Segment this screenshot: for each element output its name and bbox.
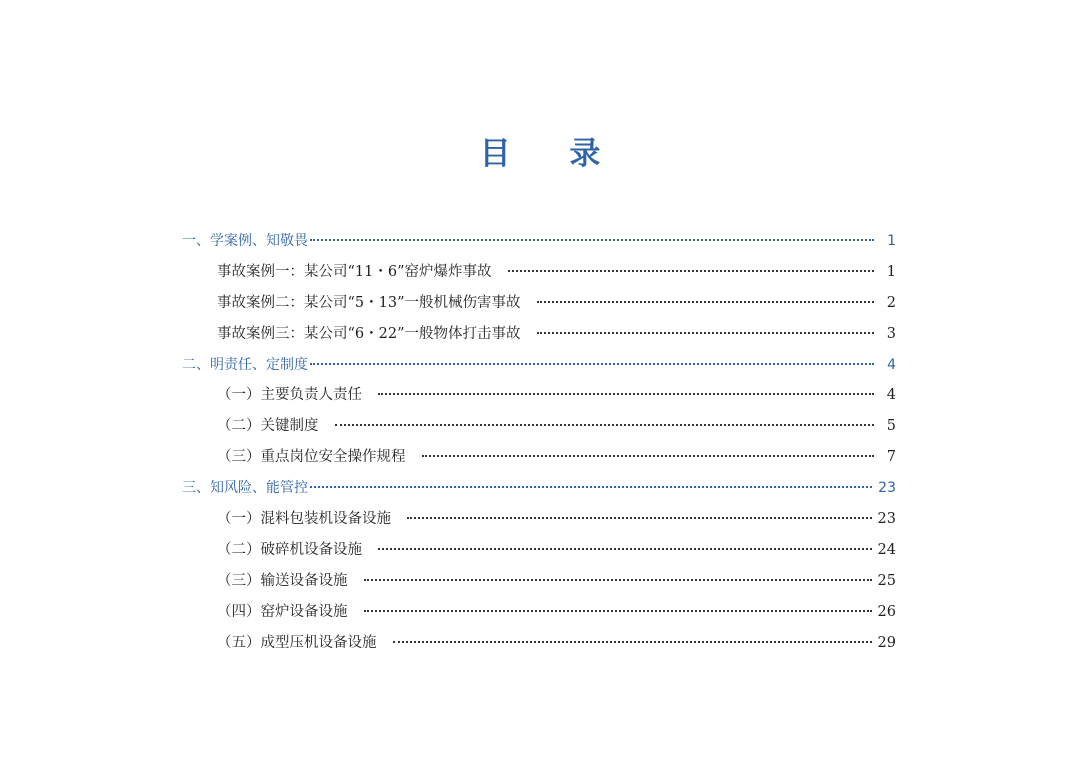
toc-page-number: 3: [886, 325, 896, 342]
dot-leader: [310, 362, 874, 365]
toc-entry-section-2[interactable]: [182, 350, 896, 381]
table-of-contents: [182, 226, 896, 658]
toc-page-number: 1: [886, 263, 896, 280]
toc-page-number: 7: [886, 449, 896, 466]
toc-entry-2-3[interactable]: [182, 442, 896, 473]
toc-page-number: 1: [887, 233, 896, 249]
toc-page-number: 24: [877, 541, 896, 558]
toc-entry-3-4[interactable]: [182, 597, 896, 628]
toc-entry-label: 事故案例三：某公司“6・22”一般物体打击事故: [217, 325, 521, 342]
toc-entry-3-2[interactable]: [182, 535, 896, 566]
toc-entry-case-2[interactable]: [182, 288, 896, 319]
toc-entry-label: 二、明责任、定制度: [182, 356, 308, 373]
dot-leader: [537, 300, 874, 303]
toc-entry-case-1[interactable]: [182, 257, 896, 288]
toc-page-number: 26: [877, 603, 896, 620]
toc-page-number: 29: [877, 634, 896, 651]
page-title: 目 录: [479, 136, 625, 172]
toc-entry-3-1[interactable]: [182, 504, 896, 535]
dot-leader: [310, 485, 872, 488]
toc-entry-3-5[interactable]: [182, 628, 896, 659]
toc-entry-label: 三、知风险、能管控: [182, 480, 308, 497]
toc-entry-label: （三）输送设备设施: [217, 572, 348, 589]
dot-leader: [378, 547, 872, 550]
toc-page-number: 25: [877, 572, 896, 589]
dot-leader: [364, 578, 872, 581]
toc-entry-2-2[interactable]: [182, 411, 896, 442]
toc-entry-2-1[interactable]: [182, 380, 896, 411]
dot-leader: [393, 640, 872, 643]
toc-page-number: 4: [886, 387, 896, 404]
toc-entry-label: （一）主要负责人责任: [217, 387, 362, 404]
toc-entry-section-3[interactable]: [182, 473, 896, 504]
toc-entry-3-3[interactable]: [182, 566, 896, 597]
toc-entry-label: （四）窑炉设备设施: [217, 603, 348, 620]
toc-entry-label: （二）破碎机设备设施: [217, 541, 362, 558]
dot-leader: [407, 516, 872, 519]
toc-page-number: 23: [878, 480, 896, 497]
dot-leader: [364, 609, 872, 612]
dot-leader: [310, 238, 874, 241]
toc-entry-case-3[interactable]: [182, 319, 896, 350]
toc-entry-label: （三）重点岗位安全操作规程: [217, 449, 406, 466]
dot-leader: [508, 269, 874, 272]
toc-page-number: 4: [887, 356, 896, 373]
dot-leader: [537, 331, 874, 334]
toc-entry-label: 事故案例一：某公司“11・6”窑炉爆炸事故: [217, 263, 492, 280]
dot-leader: [378, 392, 874, 395]
toc-entry-section-1[interactable]: [182, 226, 896, 257]
toc-entry-label: 事故案例二：某公司“5・13”一般机械伤害事故: [217, 294, 521, 311]
toc-page-number: 5: [886, 418, 896, 435]
toc-entry-label: （二）关键制度: [217, 418, 319, 435]
toc-entry-label: （五）成型压机设备设施: [217, 634, 377, 651]
dot-leader: [422, 454, 875, 457]
dot-leader: [335, 423, 875, 426]
toc-page-number: 23: [877, 511, 896, 528]
toc-entry-label: （一）混料包装机设备设施: [217, 511, 391, 528]
toc-page-number: 2: [886, 294, 896, 311]
toc-entry-label: 一、学案例、知敬畏: [182, 233, 308, 249]
